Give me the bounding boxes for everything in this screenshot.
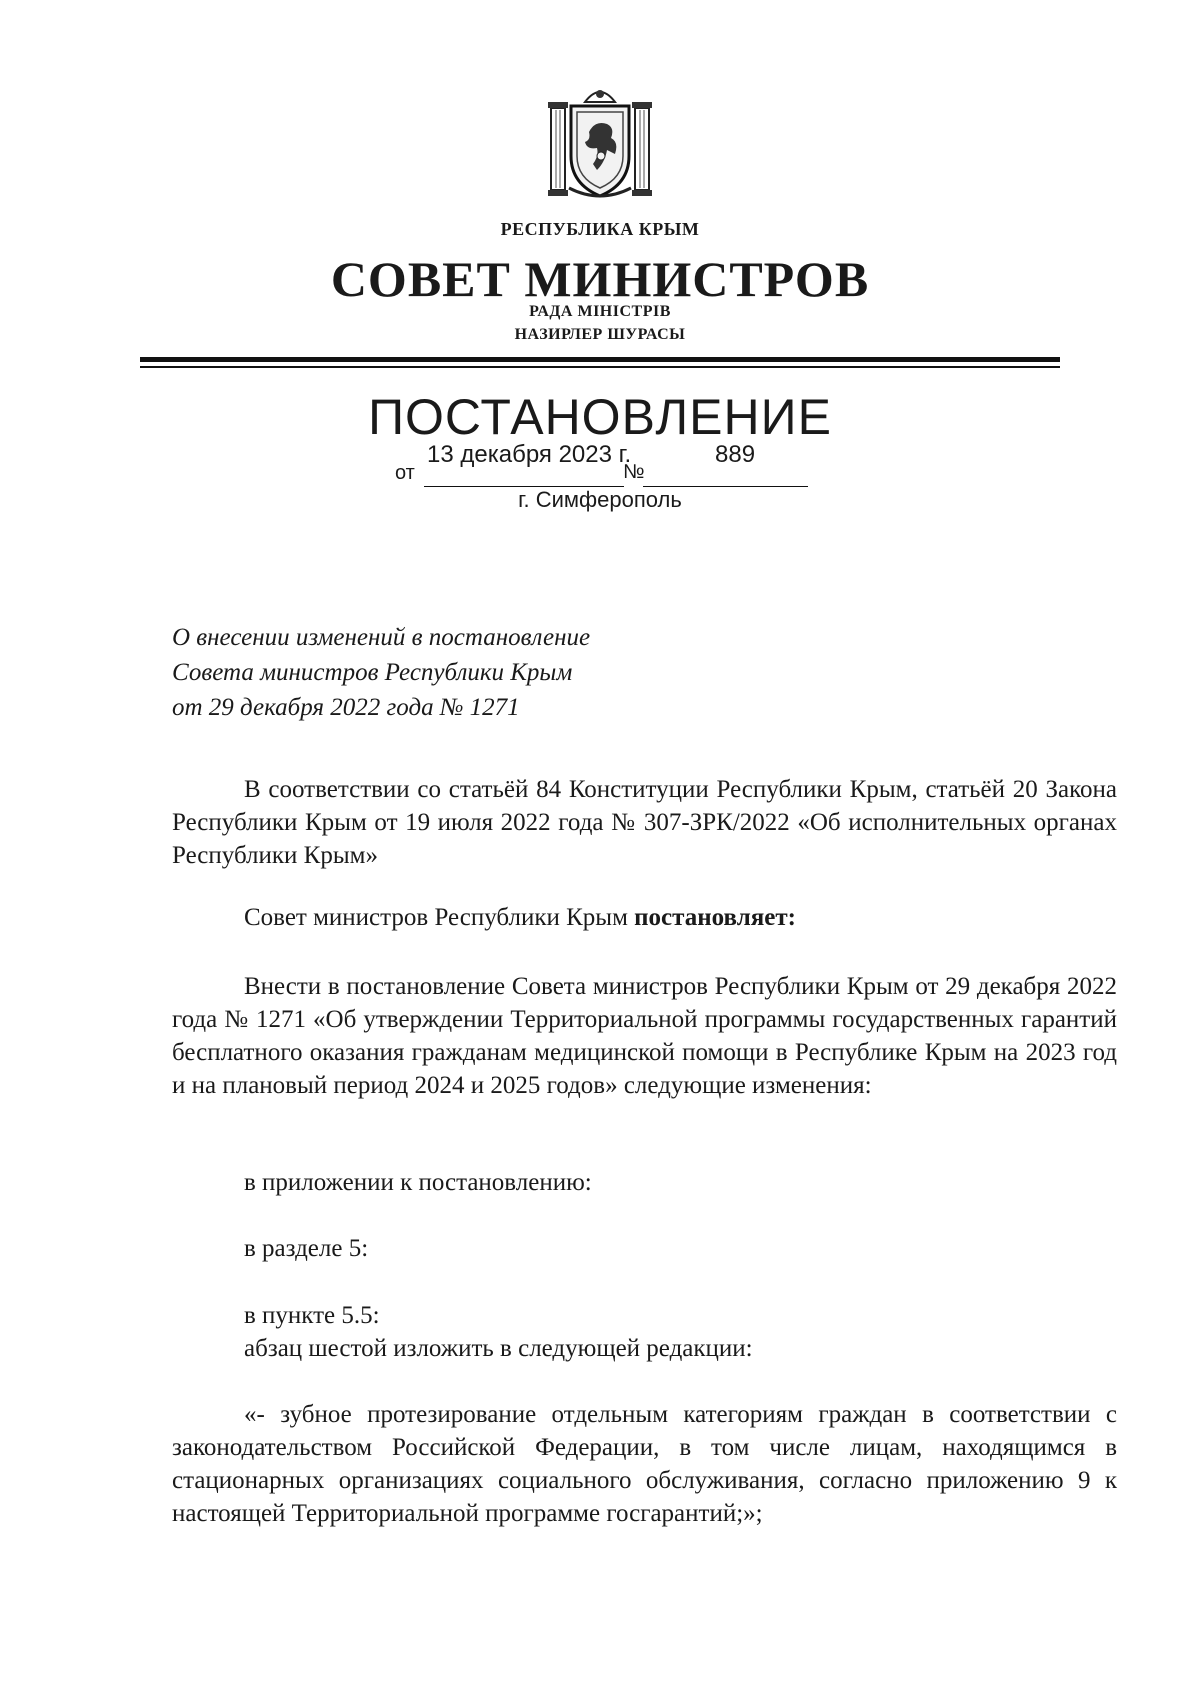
resolution-verb: постановляет: bbox=[634, 904, 796, 931]
decree-title: ПОСТАНОВЛЕНИЕ bbox=[368, 389, 832, 445]
council-name-crimean-tatar: НАЗИРЛЕР ШУРАСЫ bbox=[514, 326, 686, 343]
republic-name: РЕСПУБЛИКА КРЫМ bbox=[500, 219, 700, 239]
subject-line: от 29 декабря 2022 года № 1271 bbox=[172, 694, 520, 721]
header-divider-thin bbox=[140, 366, 1060, 368]
preamble-paragraph: В соответствии со статьёй 84 Конституции Республики Крым, статьёй 20 Закона Республики Крым от 19 июля 2022 года № 307-ЗРК/2022 «Об исполнительных органах Республики Крым» bbox=[172, 776, 1117, 869]
amended-text-paragraph: «- зубное протезирование отдельным категориям граждан в соответствии с законодательством Российской Федерации, в том числе лицам, находящимся в стационарных организациях социального обслуживания, согласно приложению 9 к настоящей Территориальной программе госгарантий;»; bbox=[172, 1401, 1117, 1527]
council-name-ukrainian: РАДА МІНІСТРІВ bbox=[529, 303, 671, 320]
body-line: в пункте 5.5: bbox=[244, 1302, 380, 1329]
body-line: в разделе 5: bbox=[244, 1235, 369, 1262]
subject-line: О внесении изменений в постановление bbox=[172, 624, 591, 651]
header-divider-thick bbox=[140, 357, 1060, 362]
decree-number: 889 bbox=[715, 441, 756, 468]
decree-city: г. Симферополь bbox=[518, 487, 682, 512]
resolution-text: Совет министров Республики Крым bbox=[244, 904, 635, 931]
council-name: СОВЕТ МИНИСТРОВ bbox=[330, 251, 870, 307]
number-sign: № bbox=[623, 461, 645, 483]
body-line: абзац шестой изложить в следующей редакции: bbox=[244, 1335, 753, 1362]
decree-date: 13 декабря 2023 г. bbox=[427, 441, 632, 468]
body-line: в приложении к постановлению: bbox=[244, 1169, 592, 1196]
date-prefix: от bbox=[395, 462, 415, 484]
resolution-paragraph bbox=[172, 901, 1117, 934]
decree-subject bbox=[172, 620, 590, 725]
subject-line: Совета министров Республики Крым bbox=[172, 659, 573, 686]
crimea-coat-of-arms-icon bbox=[545, 80, 655, 200]
amendment-paragraph: Внести в постановление Совета министров Республики Крым от 29 декабря 2022 года № 1271 «Об утверждении Территориальной программы государственных гарантий бесплатного оказания гражданам медицинской помощи в Республике Крым на 2023 год и на плановый период 2024 и 2025 годов» следующие изменения: bbox=[172, 973, 1117, 1099]
decree-date-line bbox=[395, 441, 815, 487]
